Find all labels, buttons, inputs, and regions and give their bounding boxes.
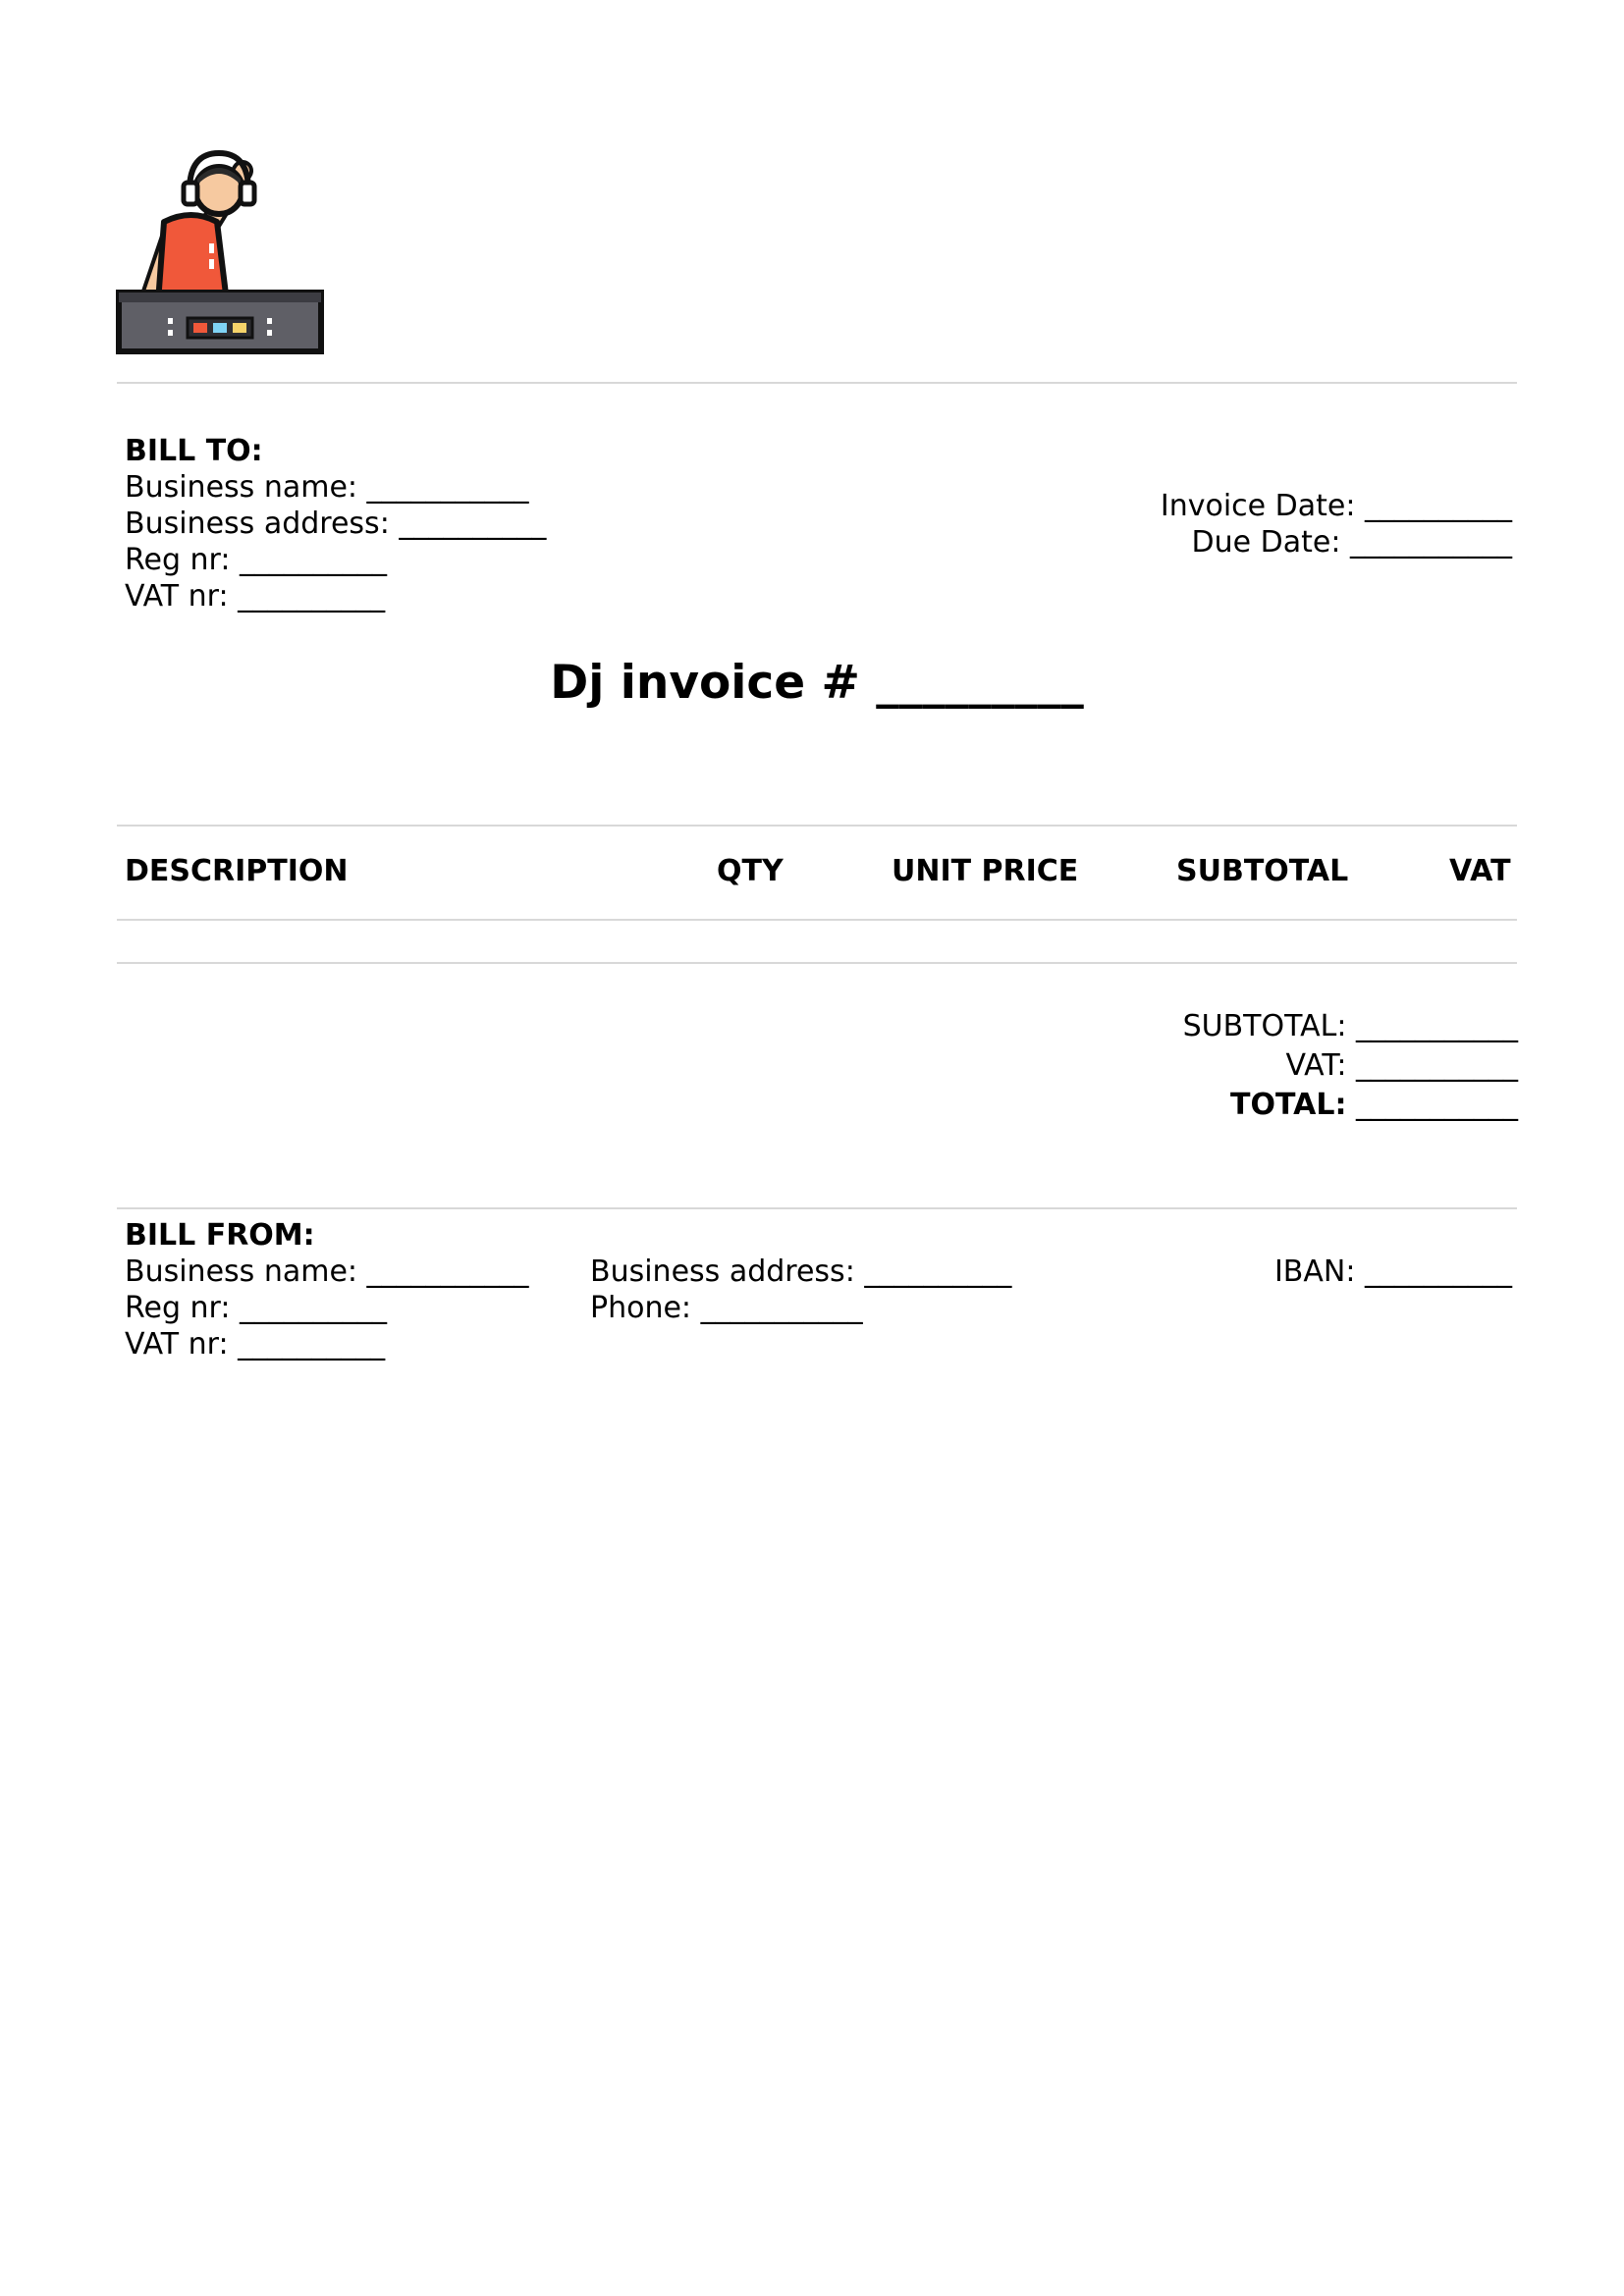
- table-header-divider: [117, 919, 1517, 921]
- bill-to-reg-nr: Reg nr: __________: [125, 543, 387, 577]
- bill-to-business-name: Business name: ___________: [125, 470, 529, 505]
- bill-from-contact: [590, 1254, 1011, 1326]
- invoice-title: Dj invoice # _________: [550, 656, 1084, 710]
- col-qty: QTY: [717, 854, 784, 888]
- bill-to-heading: BILL TO:: [125, 434, 263, 468]
- totals-total-label: TOTAL:: [1230, 1088, 1347, 1122]
- bill-from-phone: Phone: ___________: [590, 1291, 863, 1325]
- dj-logo: [115, 145, 325, 357]
- col-vat: VAT: [1449, 854, 1511, 888]
- bill-from-heading: BILL FROM:: [125, 1218, 315, 1253]
- bill-from-divider: [117, 1207, 1517, 1209]
- col-unit-price: UNIT PRICE: [892, 854, 1079, 888]
- bill-to-section: [125, 433, 546, 614]
- bill-to-vat-nr: VAT nr: __________: [125, 579, 386, 614]
- bill-from-bank: [1274, 1254, 1512, 1290]
- bill-to-business-address: Business address: __________: [125, 507, 547, 541]
- totals-section: [1183, 1007, 1518, 1125]
- dj-with-turntable-icon: [115, 145, 325, 357]
- dates-section: [1161, 488, 1512, 561]
- bill-from-iban: IBAN: __________: [1273, 1255, 1512, 1289]
- due-date: Due Date: ___________: [1191, 525, 1512, 560]
- header-divider: [117, 382, 1517, 384]
- invoice-date: Invoice Date: __________: [1160, 489, 1512, 523]
- bill-from-reg-nr: Reg nr: __________: [125, 1291, 387, 1325]
- totals-total: [1183, 1086, 1518, 1125]
- totals-total-value: ___________: [1356, 1088, 1518, 1122]
- totals-subtotal: SUBTOTAL: ___________: [1182, 1009, 1518, 1043]
- bill-from-vat-nr: VAT nr: __________: [125, 1327, 386, 1362]
- table-bottom-divider: [117, 962, 1517, 964]
- bill-from-business-address: Business address: __________: [590, 1255, 1012, 1289]
- table-top-divider: [117, 825, 1517, 827]
- bill-from-section: [125, 1217, 529, 1362]
- col-subtotal: SUBTOTAL: [1176, 854, 1349, 888]
- bill-from-business-name: Business name: ___________: [125, 1255, 529, 1289]
- totals-vat: VAT: ___________: [1285, 1048, 1518, 1083]
- col-description: DESCRIPTION: [125, 854, 349, 888]
